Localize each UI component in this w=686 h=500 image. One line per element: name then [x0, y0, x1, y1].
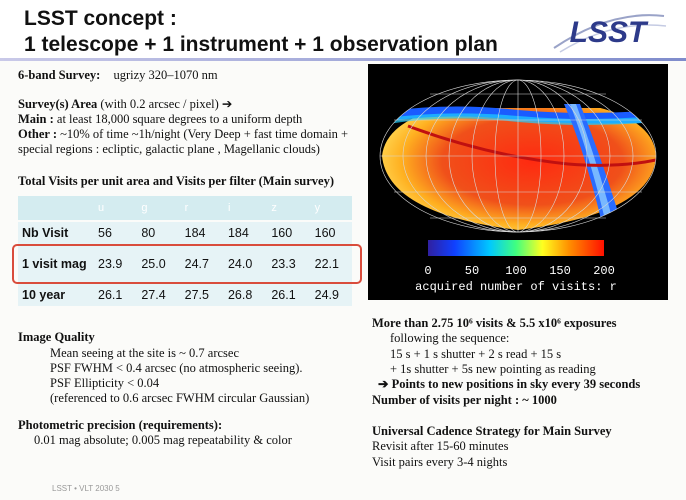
table-cell: 184	[179, 221, 222, 245]
table-cell: 23.3	[265, 245, 308, 283]
photometry-text: 0.01 mag absolute; 0.005 mag repeatability & color	[34, 433, 292, 447]
table-header-row	[18, 196, 352, 221]
other-label: Other :	[18, 127, 57, 141]
image-quality-line: PSF Ellipticity < 0.04	[50, 376, 160, 390]
other-text: ~10% of time ~1h/night (Very Deep + fast time domain +	[57, 127, 349, 141]
table-cell: 24.0	[222, 245, 265, 283]
sky-map-graphic	[368, 64, 668, 300]
colorbar-caption: acquired number of visits: r	[415, 280, 617, 294]
image-quality-line: (referenced to 0.6 arcsec FWHM circular Gaussian)	[50, 391, 310, 405]
bands-value: ugrizy 320–1070 nm	[113, 68, 218, 82]
main-label: Main :	[18, 112, 54, 126]
photometry-heading: Photometric precision (requirements):	[18, 418, 223, 432]
table-cell: 26.1	[265, 283, 308, 306]
col-header: r	[179, 196, 222, 221]
col-header: u	[92, 196, 135, 221]
visits-sequence-line: 15 s + 1 s shutter + 2 s read + 15 s	[390, 347, 562, 361]
table-cell: 160	[309, 221, 352, 245]
table-corner	[18, 196, 92, 221]
logo-text: LSST	[569, 16, 647, 49]
area-label: Survey(s) Area	[18, 97, 98, 111]
table-cell: 23.9	[92, 245, 135, 283]
slide-header	[0, 0, 686, 60]
image-quality-line: PSF FWHM < 0.4 arcsec (no atmospheric seeing).	[50, 361, 303, 375]
table-cell: 22.1	[309, 245, 352, 283]
area-note: (with 0.2 arcsec / pixel) ➔	[97, 97, 233, 111]
table-cell: 80	[135, 221, 178, 245]
lsst-logo	[550, 8, 668, 54]
bands-line	[18, 68, 218, 83]
table-cell: 27.5	[179, 283, 222, 306]
bands-label: 6-band Survey:	[18, 68, 101, 82]
main-line	[18, 112, 302, 127]
row-label: 10 year	[18, 283, 92, 306]
row-label: Nb Visit	[18, 221, 92, 245]
colorbar-tick: 100	[505, 264, 527, 278]
image-quality-line: Mean seeing at the site is ~ 0.7 arcsec	[50, 346, 239, 360]
col-header: y	[309, 196, 352, 221]
colorbar-tick: 200	[593, 264, 615, 278]
other-line-2: special regions : ecliptic, galactic plane , Magellanic clouds)	[18, 142, 320, 156]
sky-coverage-map	[368, 64, 668, 300]
col-header: g	[135, 196, 178, 221]
other-line	[18, 127, 348, 142]
title-line-1: LSST concept :	[24, 7, 177, 30]
col-header: i	[222, 196, 265, 221]
table-cell: 24.9	[309, 283, 352, 306]
table-row	[18, 283, 352, 306]
table-cell: 160	[265, 221, 308, 245]
cadence-line: Visit pairs every 3-4 nights	[372, 455, 508, 469]
colorbar	[428, 240, 604, 256]
visits-per-night-line: Number of visits per night : ~ 1000	[372, 393, 557, 407]
table-cell: 27.4	[135, 283, 178, 306]
main-text: at least 18,000 square degrees to a uniform depth	[53, 112, 303, 126]
table-cell: 184	[222, 221, 265, 245]
visits-sequence-line: + 1s shutter + 5s new pointing as reading	[390, 362, 596, 376]
visits-sequence-line: following the sequence:	[390, 331, 510, 345]
header-rule	[0, 58, 686, 61]
table-cell: 26.8	[222, 283, 265, 306]
cadence-line: Revisit after 15-60 minutes	[372, 439, 509, 453]
slide-footer: LSST • VLT 2030 5	[52, 484, 120, 493]
image-quality-heading: Image Quality	[18, 330, 95, 344]
colorbar-tick: 50	[464, 264, 480, 278]
table-row	[18, 221, 352, 245]
colorbar-tick: 0	[424, 264, 432, 278]
table-cell: 25.0	[135, 245, 178, 283]
table-cell: 26.1	[92, 283, 135, 306]
cadence-heading: Universal Cadence Strategy for Main Survey	[372, 424, 612, 438]
title-line-2: 1 telescope + 1 instrument + 1 observation plan	[24, 33, 498, 56]
row-label: 1 visit mag	[18, 245, 92, 283]
table-cell: 24.7	[179, 245, 222, 283]
visits-table-title: Total Visits per unit area and Visits per filter (Main survey)	[18, 174, 334, 188]
visits-pointing-line: ➔ Points to new positions in sky every 39 seconds	[378, 377, 641, 391]
table-cell: 56	[92, 221, 135, 245]
row-highlight-box	[12, 244, 362, 284]
visits-total-line: More than 2.75 10⁶ visits & 5.5 x10⁶ exposures	[372, 316, 617, 330]
area-line	[18, 97, 232, 112]
slide-title	[24, 6, 498, 58]
col-header: z	[265, 196, 308, 221]
colorbar-tick: 150	[549, 264, 571, 278]
